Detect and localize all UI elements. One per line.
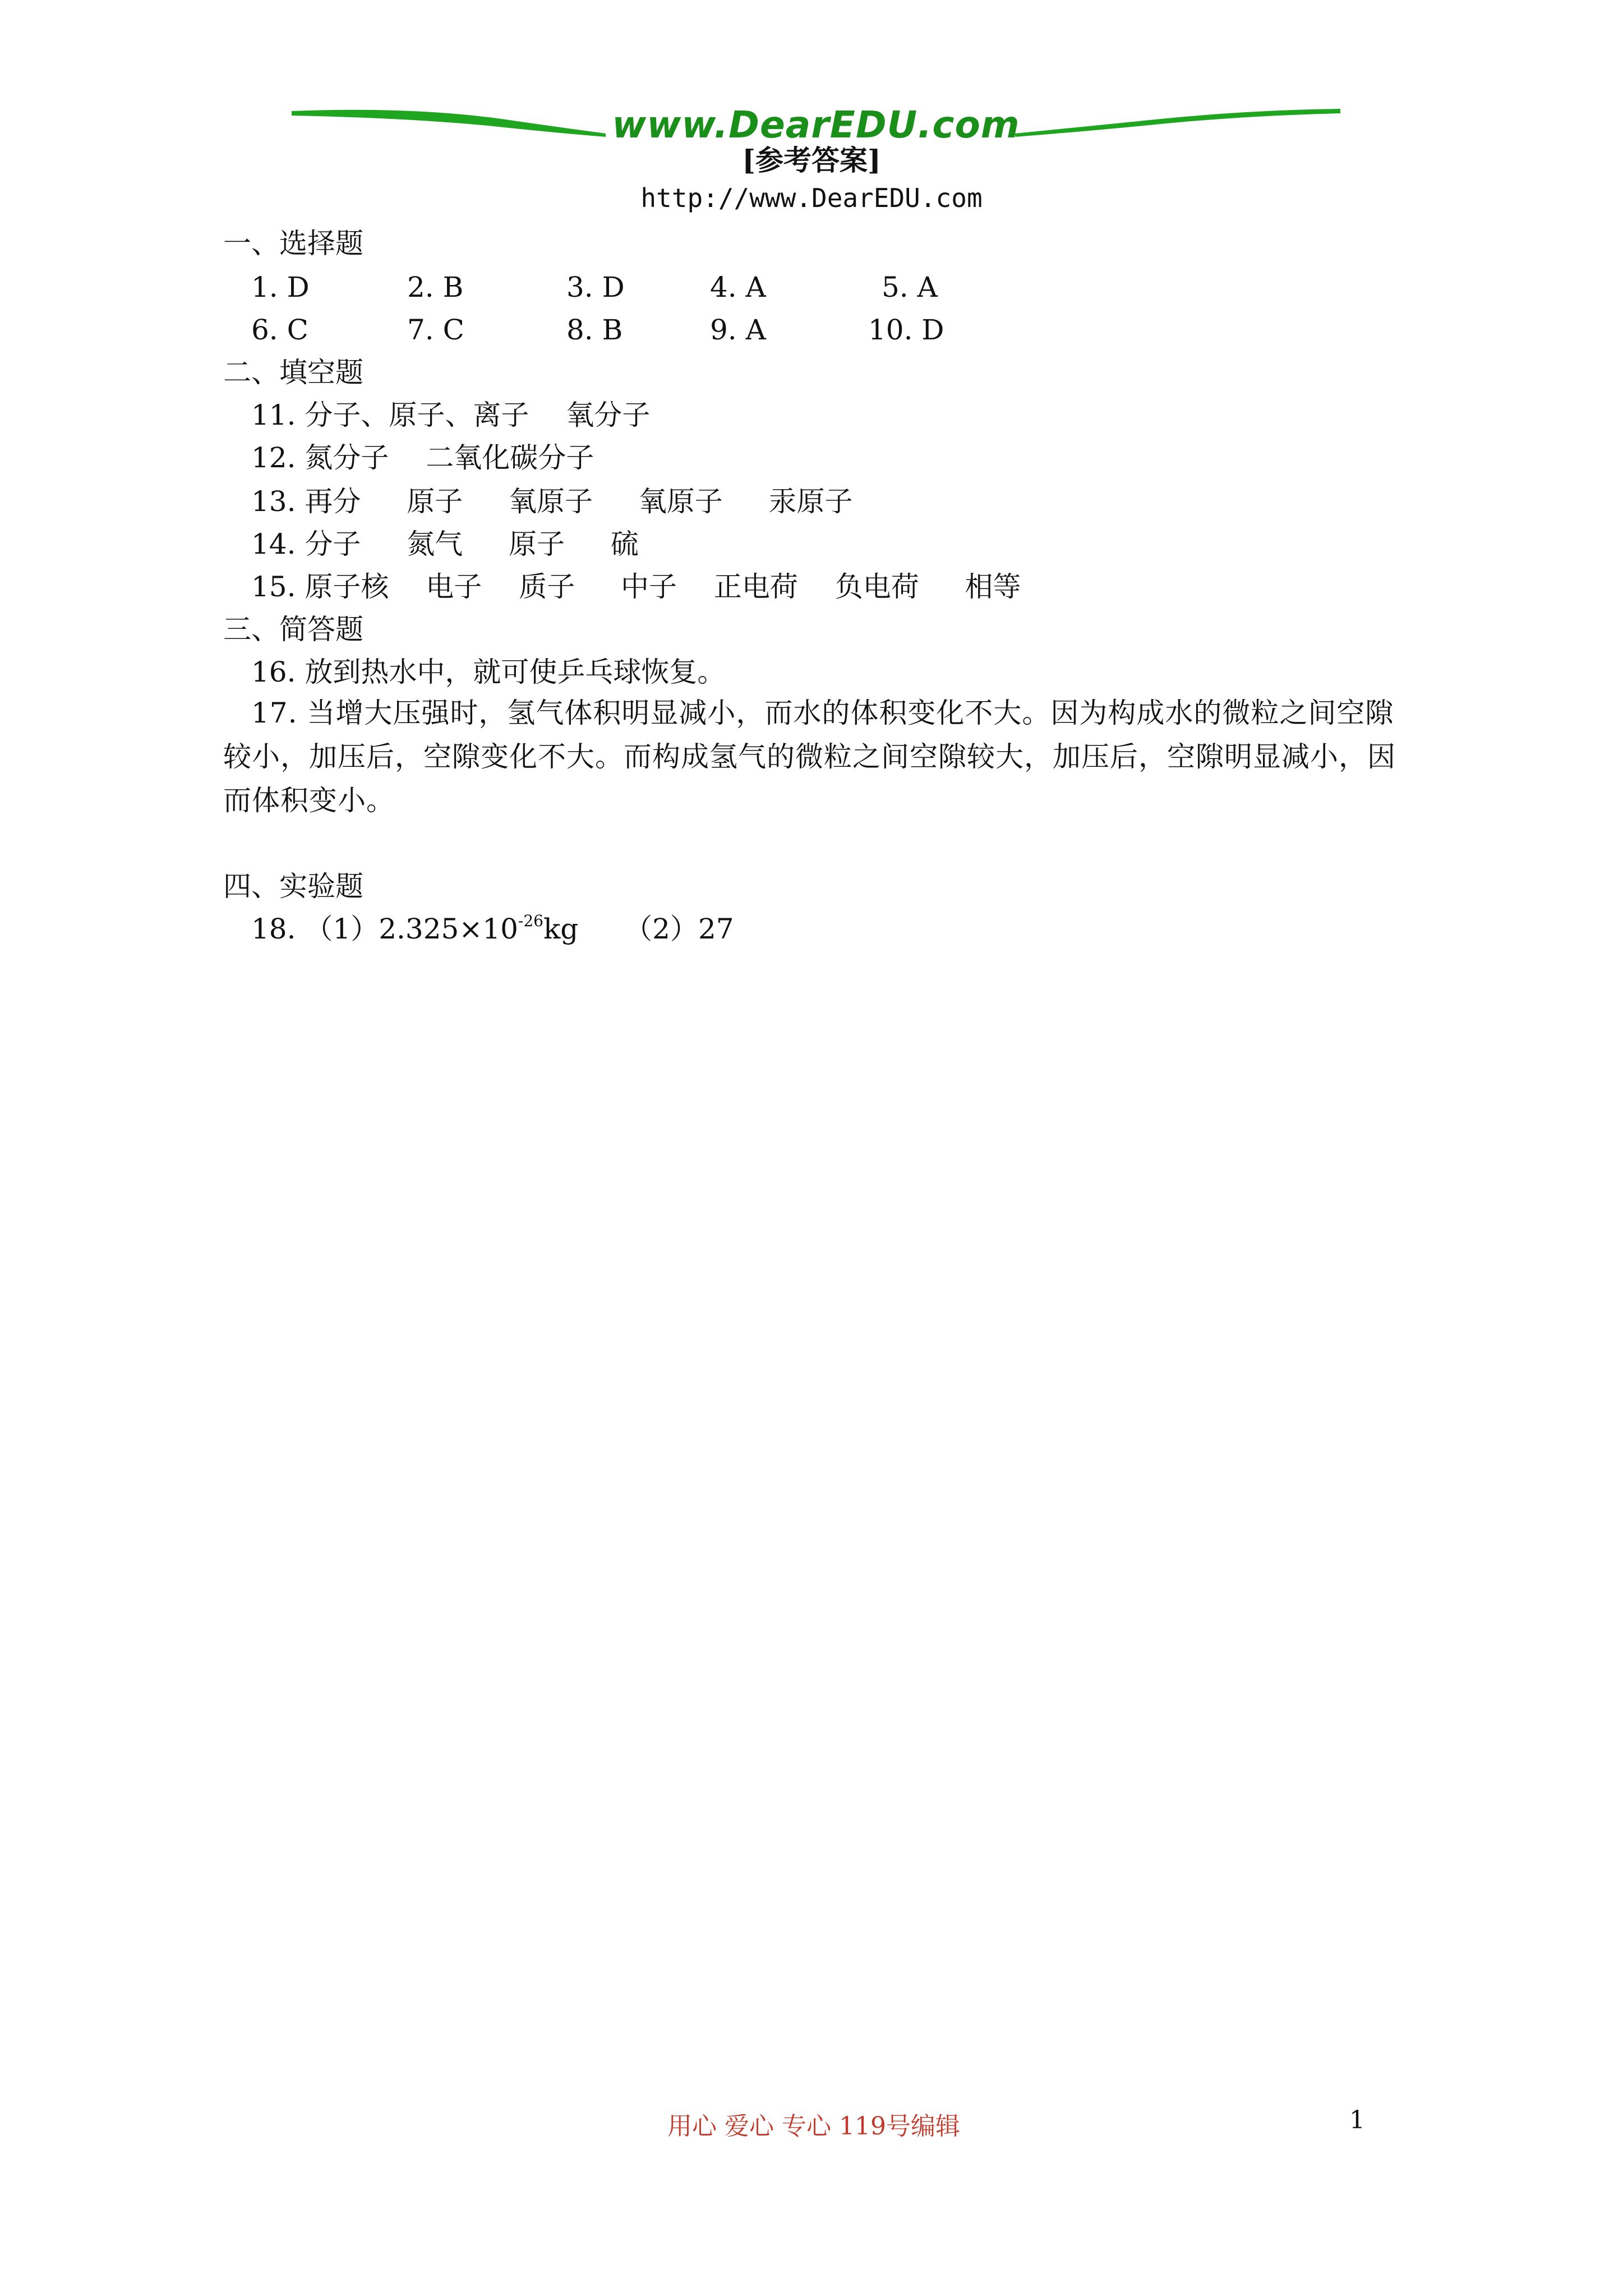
footer-note: 用心 爱心 专心 119号编辑: [667, 2112, 960, 2141]
answer-line-15: 15. 原子核 电子 质子 中子 正电荷 负电荷 相等: [251, 570, 1021, 603]
answer-item: 5. A: [882, 271, 938, 303]
answer-item: 6. C: [251, 314, 308, 346]
answer-item: 7. C: [407, 314, 464, 346]
answer-line-12: 12. 氮分子 二氧化碳分子: [251, 441, 594, 474]
section-heading-fill: 二、填空题: [223, 356, 363, 389]
answer-line-13: 13. 再分 原子 氧原子 氧原子 汞原子: [251, 485, 853, 518]
section-heading-choice: 一、选择题: [223, 227, 363, 260]
header-banner: [292, 99, 1340, 144]
site-logo[interactable]: www.DearEDU.com: [612, 103, 1020, 146]
section-heading-experiment: 四、实验题: [223, 870, 363, 903]
page-title: [参考答案]: [742, 144, 881, 177]
site-url-link[interactable]: http://www.DearEDU.com: [640, 183, 983, 213]
section-heading-short: 三、简答题: [223, 613, 363, 646]
answer-18-prefix: 18. （1）2.325×10: [251, 913, 518, 945]
answer-paragraph-17: 17. 当增大压强时，氢气体积明显减小，而水的体积变化不大。因为构成水的微粒之间空隙较小，加压后，空隙变化不大。而构成氢气的微粒之间空隙较大，加压后，空隙明显减小，因而体积变小。: [223, 697, 1396, 817]
answer-item: 2. B: [407, 271, 464, 303]
answer-item: 3. D: [566, 271, 625, 303]
answer-item: 8. B: [566, 314, 623, 346]
answer-18-suffix: kg （2）27: [543, 913, 734, 945]
answer-line-16: 16. 放到热水中，就可使乒乓球恢复。: [251, 656, 726, 688]
answer-18-exponent: -26: [518, 912, 543, 930]
answer-line-11: 11. 分子、原子、离子 氧分子: [251, 399, 651, 431]
answer-line-18: [251, 908, 734, 951]
answer-item: 10. D: [868, 314, 944, 346]
answer-item: 9. A: [710, 314, 766, 346]
answer-item: 1. D: [251, 271, 310, 303]
page-number: 1: [1349, 2106, 1365, 2134]
answer-line-14: 14. 分子 氮气 原子 硫: [251, 528, 639, 560]
answer-item: 4. A: [710, 271, 766, 303]
